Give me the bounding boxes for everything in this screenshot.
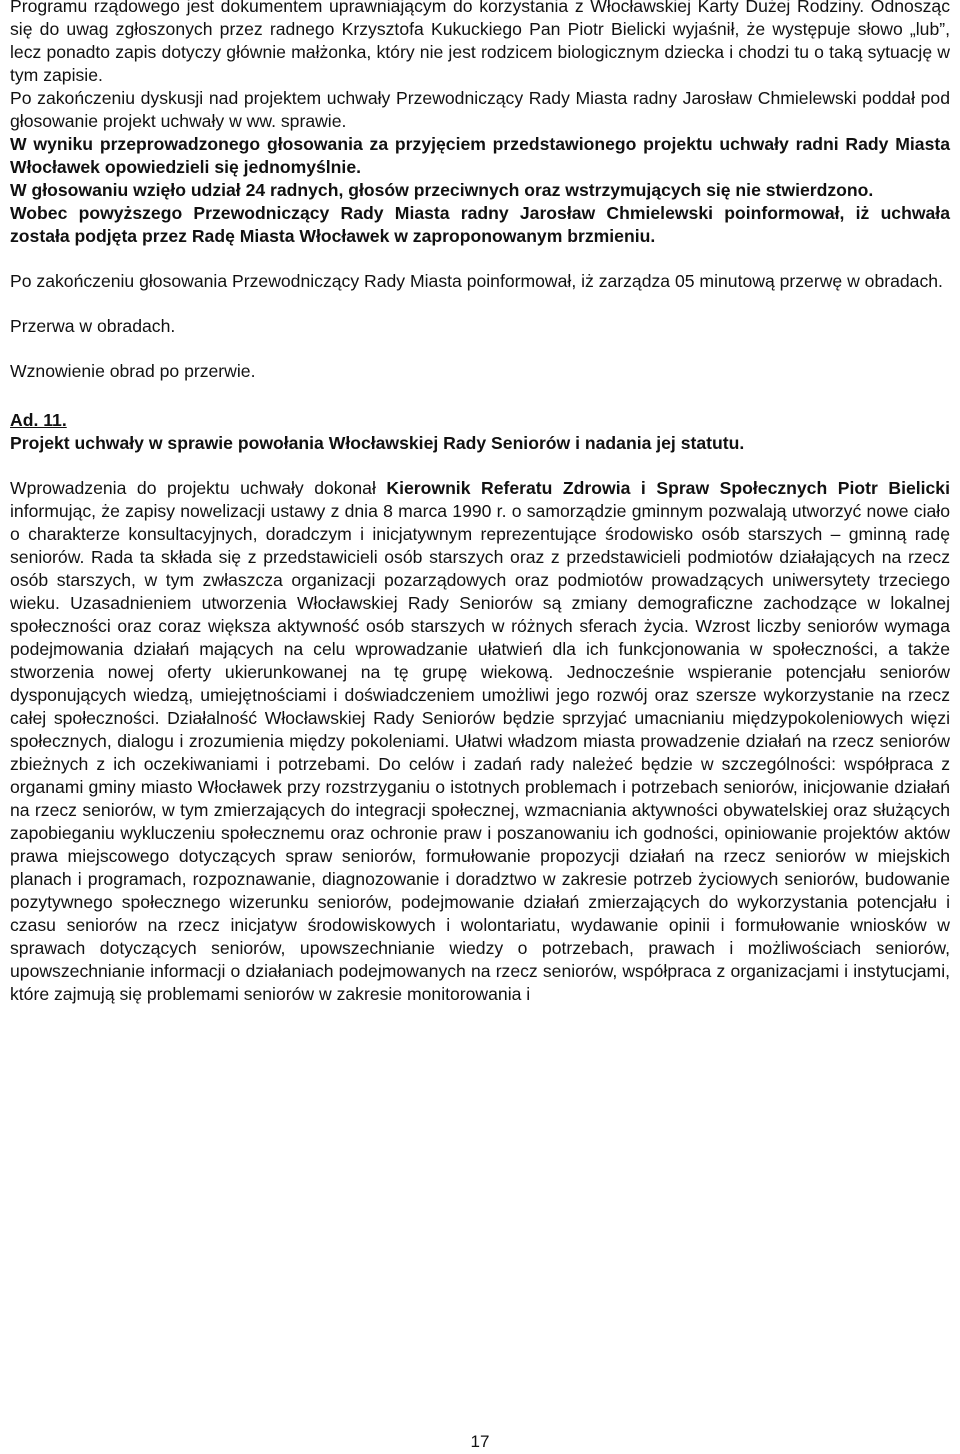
- intro-text-start: Wprowadzenia do projektu uchwały dokonał: [10, 478, 387, 498]
- spacer: [10, 338, 950, 360]
- spacer: [10, 248, 950, 270]
- paragraph-vote-count: W głosowaniu wzięło udział 24 radnych, głosów przeciwnych oraz wstrzymujących się nie stwierdzono.: [10, 180, 874, 200]
- intro-speaker: Kierownik Referatu Zdrowia i Spraw Społecznych Piotr Bielicki: [386, 478, 950, 498]
- agenda-item-heading: Ad. 11.: [10, 410, 67, 430]
- paragraph-introduction: [10, 477, 950, 1006]
- paragraph-break-announcement: Po zakończeniu głosowania Przewodniczący Rady Miasta poinformował, iż zarządza 05 minutową przerwę w obradach.: [10, 271, 943, 291]
- page-number: 17: [470, 1432, 490, 1451]
- paragraph-discussion-end: Po zakończeniu dyskusji nad projektem uchwały Przewodniczący Rady Miasta radny Jarosław Chmielewski poddał pod głosowanie projekt uchwały w ww. sprawie.: [10, 88, 950, 131]
- paragraph-fwdr-explanation: Programu rządowego jest dokumentem uprawniającym do korzystania z Włocławskiej Karty Dużej Rodziny. Odnosząc się do uwag zgłoszonych przez radnego Krzysztofa Kukuckiego Pan Piotr Bielicki wyjaśnił, że występuje słowo „lub”, lecz ponadto zapis dotyczy głównie małżonka, który nie jest rodzicem biologicznym dziecka i chodzi tu o taką sytuację w tym zapisie.: [10, 0, 950, 85]
- paragraph-vote-result: W wyniku przeprowadzonego głosowania za przyjęciem przedstawionego projektu uchwały radni Rady Miasta Włocławek opowiedzieli się jednomyślnie.: [10, 134, 950, 177]
- spacer: [10, 455, 950, 477]
- paragraph-resolution-adopted: Wobec powyższego Przewodniczący Rady Miasta radny Jarosław Chmielewski poinformował, iż uchwała została podjęta przez Radę Miasta Włocławek w zaproponowanym brzmieniu.: [10, 203, 950, 246]
- paragraph-break: Przerwa w obradach.: [10, 316, 176, 336]
- spacer: [10, 293, 950, 315]
- intro-text-body: informując, że zapisy nowelizacji ustawy z dnia 8 marca 1990 r. o samorządzie gminnym pozwalają utworzyć nowe ciało o charakterze konsultacyjnych, doradczym i inicjatywnym reprezentujące środowisko osób starszych – gminną radę seniorów. Rada ta składa się z przedstawicieli osób starszych oraz z przedstawicieli podmiotów działających na rzecz osób starszych, w tym zwłaszcza organizacji pozarządowych oraz podmiotów prowadzących uniwersytety trzeciego wieku. Uzasadnieniem utworzenia Włocławskiej Rady Seniorów są zmiany demograficzne zachodzące w lokalnej społeczności oraz coraz większa aktywność osób starszych w różnych sferach życia. Wzrost liczby seniorów wymaga podejmowania działań mających na celu wprowadzanie ułatwień dla ich funkcjonowania w społeczności, a także stworzenia nowej oferty ukierunkowanej na tę grupę wiekową. Jednocześnie wspieranie potencjału seniorów dysponujących wiedzą, umiejętnościami i doświadczeniem umożliwi jego rozwój oraz szersze wykorzystanie na rzecz całej społeczności. Działalność Włocławskiej Rady Seniorów będzie sprzyjać umacnianiu międzypokoleniowych więzi społecznych, dialogu i zrozumienia między pokoleniami. Ułatwi władzom miasta prowadzenie działań na rzecz seniorów zbieżnych z ich oczekiwaniami i potrzebami. Do celów i zadań rady należeć będzie w szczególności: współpraca z organami gminy miasto Włocławek przy rozstrzyganiu o istotnych problemach i potrzebach seniorów, inicjowanie działań na rzecz seniorów, w tym zmierzających do integracji społecznej, wzmacniania aktywności obywatelskiej oraz służących zapobieganiu wykluczeniu społecznemu oraz ochronie praw i poszanowaniu ich godności, opiniowanie projektów aktów prawa miejscowego dotyczących spraw seniorów, formułowanie propozycji działań na rzecz seniorów w miejskich planach i programach, rozpoznawanie, diagnozowanie i doradztwo w zakresie potrzeb życiowych seniorów, budowanie pozytywnego społecznego wizerunku seniorów, podejmowanie działań zmierzających do wykorzystania potencjału i czasu seniorów na rzecz inicjatyw środowiskowych i wolontariatu, wydawanie opinii i formułowanie wniosków w sprawach dotyczących seniorów, upowszechnianie wiedzy o potrzebach, prawach i możliwościach seniorów, upowszechnianie informacji o działaniach podejmowanych na rzecz seniorów, współpraca z organizacjami i instytucjami, które zajmują się problemami seniorów w zakresie monitorowania i: [10, 501, 950, 1004]
- agenda-item-title: Projekt uchwały w sprawie powołania Włocławskiej Rady Seniorów i nadania jej statutu.: [10, 433, 745, 453]
- paragraph-resume: Wznowienie obrad po przerwie.: [10, 361, 256, 381]
- spacer: [10, 383, 950, 409]
